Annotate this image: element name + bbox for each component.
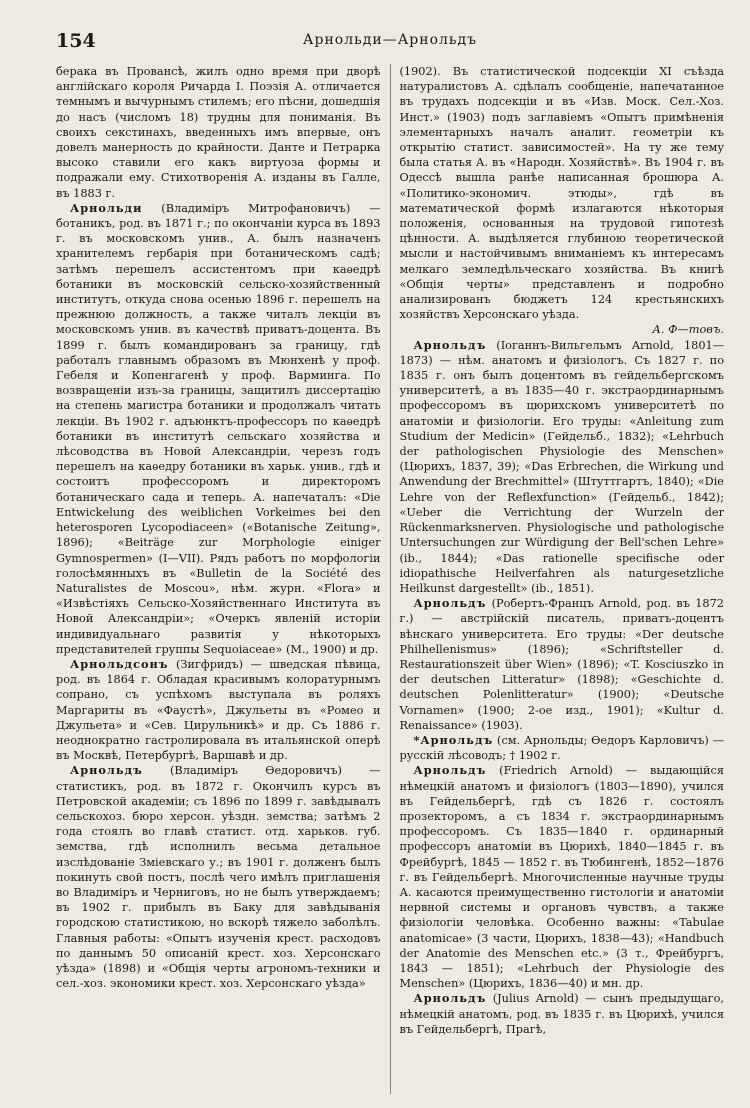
left-column xyxy=(56,64,390,1094)
text-columns xyxy=(56,64,724,1094)
entry-text: (Робертъ-Францъ Arnold, род. въ 1872 г.) — австрійскій писатель, приватъ-доцентъ вѣнскаго университета. Его труды: «Der deutsche Philhellenismus» (1896); «Schriftsteller d. Restaurationszeit über Wien» (1896); «T. Kosciuszko in der deutschen Litteratur» (1898); «Geschichte d. deutschen Polenlitteratur» (1900); «Deutsche Vornamen» (1900; 2-ое изд., 1901); «Kultur d. Renaissance» (1903). xyxy=(399,597,724,732)
entry-text: (см. Арнольды; Ѳедоръ Карловичъ) — русскій лѣсоводъ; † 1902 г. xyxy=(399,733,724,763)
entry-text: (Friedrich Arnold) — выдающійся нѣмецкій анатомъ и физіологъ (1803—1890), учился въ Гейдельбергѣ, гдѣ съ 1826 г. состоялъ прозекторомъ, а съ 1834 г. экстраординарнымъ профессоромъ. Съ 1835—1840 г. ординарный профессоръ анатоміи въ Цюрихѣ, 1840—1845 г. въ Фрейбургѣ, 1845 — 1852 г. въ Тюбингенѣ, 1852—1876 г. въ Гейдельбергѣ. Многочисленные научные труды А. касаются преимущественно гистологіи и анатоміи нервной системы и органовъ чувствъ, а также физіологіи человѣка. Особенно важны: «Tabulae anatomicae» (3 части, Цюрихъ, 1838—43); «Handbuch der Anatomie des Menschen etc.» (3 т., Фрейбургъ, 1843 — 1851); «Lehrbuch der Physiologie des Menschen» (Цюрихъ, 1836—40) и мн. др. xyxy=(399,764,724,991)
entry-headword: Арнольди xyxy=(70,200,143,215)
dictionary-entry xyxy=(56,657,381,763)
page-header xyxy=(56,30,724,52)
running-head: Арнольди—Арнольдъ xyxy=(302,32,478,48)
page-number: 154 xyxy=(56,30,96,52)
entry-text: (Владиміръ Ѳедоровичъ) — статистикъ, род. въ 1872 г. Окончилъ курсъ въ Петровской академіи; съ 1896 по 1899 г. завѣдывалъ сельскохоз. бюро херсон. уѣздн. земства; затѣмъ 2 года стоялъ во главѣ статист. отд. харьков. губ. земства, гдѣ исполнилъ весьма детальное изслѣдованіе Зміевскаго у.; въ 1901 г. долженъ былъ покинуть свой постъ, послѣ чего имѣлъ приглашенія во Владиміръ и Черниговъ, но не былъ утверждаемъ; въ 1902 г. прибылъ въ Баку для завѣдыванія городскою статистикою, но вскорѣ тяжело заболѣлъ. Главныя работы: «Опытъ изученія крест. расходовъ по даннымъ 50 описаній крест. хоз. Херсонскаго уѣзда» (1898) и «Общія черты агрономъ-техники и сел.-хоз. экономики крест. хоз. Херсонскаго уѣзда» xyxy=(56,764,381,991)
right-column xyxy=(390,64,725,1094)
dictionary-entry xyxy=(400,338,725,596)
dictionary-entry xyxy=(400,991,725,1037)
entry-headword: Арнольдсонъ xyxy=(70,656,169,671)
entry-headword: *Арнольдъ xyxy=(413,732,494,747)
entry-text: (Владиміръ Митрофановичъ) — ботаникъ, род. въ 1871 г.; по окончаніи курса въ 1893 г. въ московскомъ унив., А. былъ назначенъ хранителемъ гербарія при ботаническомъ садѣ; затѣмъ перешелъ ассистентомъ при каѳедрѣ ботаники въ московскій сельско-хозяйственный институтъ, откуда снова осенью 1896 г. перешелъ на прежнюю должность, а также читалъ лекціи въ московскомъ унив. въ качествѣ приватъ-доцента. Въ 1899 г. былъ командированъ за границу, гдѣ работалъ главнымъ образомъ въ Мюнхенѣ у проф. Гебеля и Копенгагенѣ у проф. Варминга. По возвращеніи изъ-за границы, защитилъ диссертацію на степень магистра ботаники и продолжалъ читать лекціи. Въ 1902 г. адъюнктъ-профессоръ по каѳедрѣ ботаники въ институтѣ сельскаго хозяйства и лѣсоводства въ Новой Александріи, черезъ годъ перешелъ на каѳедру ботаники въ харьк. унив., гдѣ и состоитъ профессоромъ и директоромъ ботаническаго сада и теперь. А. напечаталъ: «Die Entwickelung des weiblichen Vorkeimes bei den heterosporen Lycopodiaceen» («Botanische Zeitung», 1896); «Beiträge zur Morphologie einiger Gymnospermen» (I—VII). Рядъ работъ по морфологіи голосѣмянныхъ въ «Bulletin de la Société des Naturalistes de Moscou», нѣм. журн. «Flora» и «Извѣстіяхъ Сельско-Хозяйственнаго Института въ Новой Александріи»; «Очеркъ явленій исторіи индивидуальнаго развитія у нѣкоторыхъ представителей группы Sequoiaceae» (М., 1900) и др. xyxy=(56,201,381,656)
author-signature: А. Ф—товъ. xyxy=(652,323,724,337)
entry-headword: Арнольдъ xyxy=(413,337,487,352)
entry-text: (Julius Arnold) — сынъ предыдущаго, нѣмецкій анатомъ, род. въ 1835 г. въ Цюрихѣ, учился въ Гейдельбергѣ, Прагѣ, xyxy=(399,992,724,1036)
entry-headword: Арнольдъ xyxy=(413,763,487,778)
dictionary-entry xyxy=(400,763,725,991)
dictionary-entry xyxy=(400,733,725,763)
continued-text: берака въ Провансѣ, жилъ одно время при дворѣ англійскаго короля Ричарда I. Поэзія А. отличается темнымъ и вычурнымъ стилемъ; его пѣсни, дошедшія до насъ (числомъ 18) трудны для пониманія. Въ своихъ секстинахъ, введенныхъ имъ впервые, онъ довелъ манерность до крайности. Данте и Петрарка высоко ставили его какъ виртуоза формы и подражали ему. Стихотворенія А. изданы въ Галле, въ 1883 г. xyxy=(56,65,381,200)
entry-headword: Арнольдъ xyxy=(70,763,143,778)
entry-headword: Арнольдъ xyxy=(413,596,487,611)
dictionary-entry xyxy=(56,763,381,991)
dictionary-entry xyxy=(400,596,725,733)
entry-text: (Зигфридъ) — шведская пѣвица, род. въ 1864 г. Обладая красивымъ колоратурнымъ сопрано, съ успѣхомъ выступала въ роляхъ Маргариты въ «Фаустѣ», Джульеты въ «Ромео и Джульета» и «Сев. Цирульникѣ» и др. Съ 1886 г. неоднократно гастролировала въ итальянской оперѣ въ Москвѣ, Петербургѣ, Варшавѣ и др. xyxy=(56,657,381,763)
entry-text: (Іоганнъ-Вильгельмъ Arnold, 1801—1873) — нѣм. анатомъ и физіологъ. Съ 1827 г. по 1835 г. онъ былъ доцентомъ въ гейдельбергскомъ университетѣ, а въ 1835—40 г. экстраординарнымъ профессоромъ въ цюрихскомъ университетѣ по анатоміи и физіологіи. Его труды: «Anleitung zum Studium der Medicin» (Гейдельб., 1832); «Lehrbuch der pathologischen Physiologie des Menschen» (Цюрихъ, 1837, 39); «Das Erbrechen, die Wirkung und Anwendung der Brechmittel» (Штуттгартъ, 1840); «Die Lehre von der Reflexfunction» (Гейдельб., 1842); «Ueber die Verrichtung der Wurzeln der Rückenmarksnerven. Physiologische und pathologische Untersuchungen zur Würdigung der Bell'schen Lehre» (ib., 1844); «Das rationelle specifische oder idiopathische Heilverfahren als naturgesetzliche Heilkunst dargestellt» (ib., 1851). xyxy=(399,338,724,595)
dictionary-entry xyxy=(56,201,381,657)
entry-headword: Арнольдъ xyxy=(413,991,487,1006)
continued-text: (1902). Въ статистической подсекціи XI съѣзда натуралистовъ А. сдѣлалъ сообщеніе, напечатанное въ трудахъ подсекціи и въ «Изв. Моск. Сел.-Хоз. Инст.» (1903) подъ заглавіемъ «Опытъ примѣненія элементарныхъ началъ аналит. геометріи къ открытію статист. зависимостей». На ту же тему была статья А. въ «Народн. Хозяйствѣ». Въ 1904 г. въ Одессѣ вышла ранѣе написанная брошюра А. «Политико-экономич. этюды», гдѣ въ математической формѣ излагаются нѣкоторыя положенія, основанныя на трудовой гипотезѣ цѣнности. А. выдѣляется глубиною теоретической мысли и настойчивымъ вниманіемъ къ интересамъ мелкаго земледѣльческаго хозяйства. Въ книгѣ «Общія черты» представленъ и подробно анализированъ бюджетъ 124 крестьянскихъ хозяйствъ Херсонскаго уѣзда. xyxy=(399,65,724,322)
